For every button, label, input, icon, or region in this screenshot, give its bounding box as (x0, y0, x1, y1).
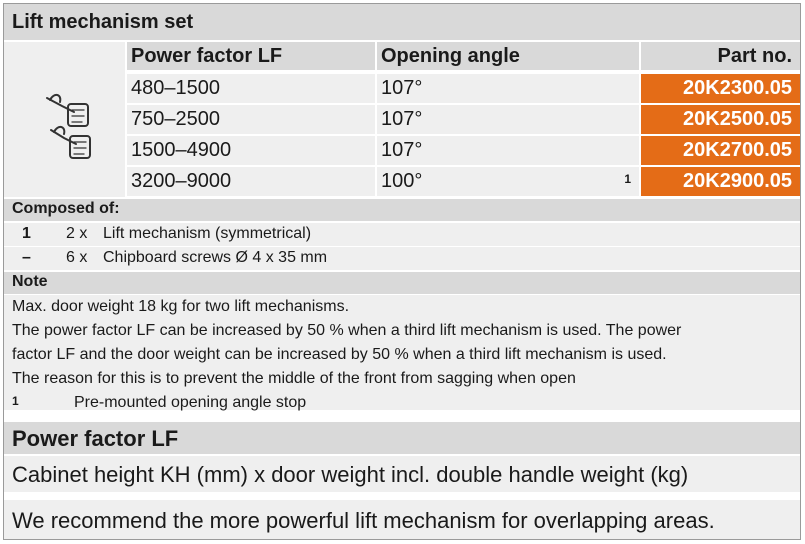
page-title: Lift mechanism set (4, 4, 800, 40)
note-line-4: The reason for this is to prevent the middle of the front from sagging when open (12, 370, 576, 387)
table-row-2-power: 750–2500 (127, 105, 375, 134)
product-image-cell (4, 42, 125, 197)
composed-item-1-desc: Lift mechanism (symmetrical) (103, 225, 312, 242)
note-footnote-mark: 1 (12, 394, 19, 408)
table-row-1-angle: 107° (377, 74, 639, 103)
table-row-1-power: 480–1500 (127, 74, 375, 103)
table-row-3-part: 20K2700.05 (641, 136, 800, 165)
composed-item-1-key: 1 (22, 225, 31, 242)
table-row-4-part: 20K2900.05 (641, 167, 800, 196)
composed-item-2 (4, 247, 800, 270)
power-factor-formula: Cabinet height KH (mm) x door weight incl. double handle weight (kg) (4, 456, 800, 492)
lift-mechanism-illustration-icon (4, 42, 125, 197)
lift-mechanism-sheet (3, 3, 801, 540)
table-row-2-angle: 107° (377, 105, 639, 134)
composed-item-1-qty: 2 x (66, 225, 88, 242)
power-factor-recommendation: We recommend the more powerful lift mechanism for overlapping areas. (4, 500, 800, 539)
note-line-3: factor LF and the door weight can be increased by 50 % when a third lift mechanism is used. (12, 346, 667, 363)
table-row-3-angle: 107° (377, 136, 639, 165)
power-factor-heading: Power factor LF (4, 422, 800, 454)
composed-item-1 (4, 223, 800, 246)
note-line-1: Max. door weight 18 kg for two lift mechanisms. (12, 298, 350, 315)
header-power-factor: Power factor LF (127, 42, 375, 70)
note-line-2: The power factor LF can be increased by 50 % when a third lift mechanism is used. The power (12, 322, 682, 339)
note-footnote (12, 391, 800, 415)
composed-item-2-key: – (22, 249, 31, 266)
composed-item-2-qty: 6 x (66, 249, 88, 266)
header-opening-angle: Opening angle (377, 42, 639, 70)
note-footnote-text: Pre-mounted opening angle stop (74, 394, 307, 411)
table-row-2-part: 20K2500.05 (641, 105, 800, 134)
header-part-no: Part no. (641, 42, 800, 70)
composed-item-2-desc: Chipboard screws Ø 4 x 35 mm (103, 249, 328, 266)
table-row-1-part: 20K2300.05 (641, 74, 800, 103)
table-row-4-power: 3200–9000 (127, 167, 375, 196)
table-row-4-footnote-mark: 1 (624, 172, 631, 186)
table-row-4-angle (377, 167, 639, 196)
note-body (4, 295, 800, 410)
table-row-4-angle-value: 100° (381, 170, 423, 192)
table-row-3-power: 1500–4900 (127, 136, 375, 165)
note-heading: Note (4, 272, 800, 294)
composed-heading: Composed of: (4, 199, 800, 221)
